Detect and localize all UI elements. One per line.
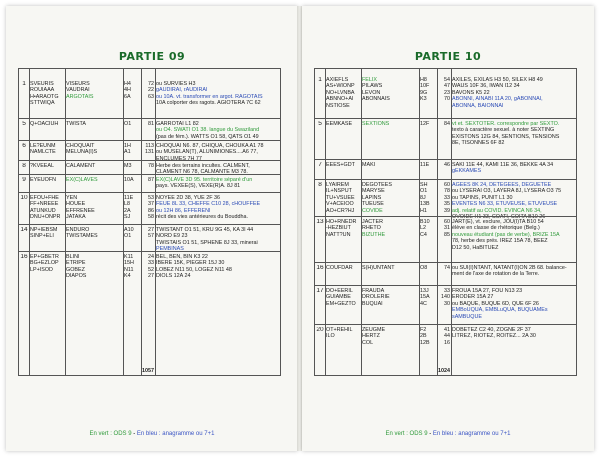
rack-letters: EFOU+FHE FF+NREEE ATUNKUD DNU+ONPR bbox=[30, 195, 61, 221]
alternatives-notes bbox=[156, 177, 281, 190]
alternative-note: récit des vies antérieures du Bouddha. bbox=[156, 214, 248, 221]
alternative-note: 78, herbe des prés. IREZ 15A 78, BEEZ bbox=[452, 238, 548, 245]
row-divider bbox=[315, 285, 576, 286]
solution-words bbox=[66, 81, 122, 100]
alternative-note: EMBoUQUA, EMBLuQUA, BUQUAMEs bbox=[452, 307, 548, 314]
rack-letters: OT+REHIL ILO bbox=[326, 327, 353, 340]
left-page bbox=[6, 6, 298, 451]
word: YEN bbox=[66, 195, 78, 201]
word: VISEURS bbox=[66, 81, 90, 87]
rack-letters: NP+IEBSM SINP+ELI bbox=[30, 227, 58, 240]
board-coordinates: 1H A1 bbox=[124, 143, 131, 156]
rack-letters: ?KVEEAL bbox=[30, 163, 54, 169]
alternative-note: élève en classe de rhétorique (Belg.) bbox=[452, 225, 540, 232]
board-coordinates: M3 bbox=[124, 163, 132, 169]
word: ETRIPE bbox=[66, 260, 86, 267]
column-divider bbox=[155, 69, 156, 375]
word: JACTER bbox=[362, 219, 383, 225]
round-number: 10 bbox=[20, 195, 28, 201]
solution-words bbox=[66, 195, 122, 221]
round-number: 16 bbox=[316, 265, 324, 271]
solution-words bbox=[362, 77, 418, 103]
alternative-note: EXISTONS 12G 84, SENTIONS, TENSIONS bbox=[452, 133, 560, 140]
solution-words bbox=[362, 182, 418, 214]
alternative-note: FROUA 15A 27, FOU N13 23 bbox=[452, 288, 523, 294]
alternative-note: EVENTES N6 33, ETUVEUSE, ETUVEUSE bbox=[452, 201, 558, 208]
rack-letters: Q+OACIUH bbox=[30, 121, 59, 127]
board-coordinates: O8 bbox=[420, 265, 428, 271]
word: BIZUTHE bbox=[362, 231, 386, 238]
alternative-note: ou MUSELAN(T), ALUNIMIONES....A6 77, bbox=[156, 149, 258, 156]
round-number: 16 bbox=[20, 254, 28, 260]
alternative-note: ou SUI(I)NTANT, NATANT(I)ON 2B 68. balance- bbox=[452, 265, 567, 271]
rack-letters: COUFDAR bbox=[326, 265, 353, 271]
alternative-note: adj. relatif au COVID. EVINCA N6 34, bbox=[452, 207, 542, 214]
board-coordinates: 11E L8 2A SJ bbox=[124, 195, 134, 221]
board-coordinates: 11E bbox=[420, 162, 430, 168]
alternative-note: vt et. SEXTOTER. correspondre par SEXTO. bbox=[452, 121, 560, 127]
board-coordinates: B10 L2 C4 bbox=[420, 219, 430, 238]
alternative-note: ou SURVIES H3 bbox=[156, 81, 196, 87]
word: MELUNA(I)S bbox=[66, 149, 98, 156]
solution-words bbox=[66, 163, 122, 169]
right-footer-legend bbox=[302, 431, 594, 437]
word: HOUEE bbox=[66, 201, 86, 208]
alternative-note: ou TAPINS, PUNIT L1 30 bbox=[452, 194, 513, 201]
alternative-note: OVOIDE H1 33, COATI, COITA B10 26 bbox=[452, 214, 546, 221]
round-number: 5 bbox=[318, 121, 322, 127]
alternative-note: 8E, TISONNES 6F 82 bbox=[452, 140, 505, 147]
alternative-note: WAUS 10F 36, IWAN I12 34 bbox=[452, 83, 520, 90]
word-points: 72 22 63 bbox=[148, 81, 154, 100]
round-number: 17 bbox=[316, 288, 324, 294]
board-coordinates: 12F bbox=[420, 121, 430, 127]
column-divider bbox=[29, 69, 30, 375]
board-coordinates: 10A bbox=[124, 177, 134, 183]
alternative-note: ou 12H 86, EFFERENI bbox=[156, 207, 211, 214]
word: HERTZ bbox=[362, 333, 380, 340]
word: PILAWS bbox=[362, 83, 383, 90]
word-points: 24 33 52 27 bbox=[148, 254, 154, 280]
board-coordinates: H8 10F 9G K3 bbox=[420, 77, 430, 103]
word: EX(C)LAVES bbox=[66, 177, 98, 183]
row-divider bbox=[19, 160, 280, 161]
legend-blue: En bleu : anagramme ou 7+1 bbox=[432, 431, 511, 437]
alternatives-notes bbox=[452, 288, 577, 320]
solution-words bbox=[362, 219, 418, 238]
alternatives-notes bbox=[156, 254, 281, 280]
alternative-note: gAUDIRAI, rAUDIRAI bbox=[156, 87, 208, 94]
word: CHOQUAIT bbox=[66, 143, 95, 149]
rack-letters: LYAIREM IL+NSPUT TU+VSUEE V+ACEIOO AO+CR?HJ bbox=[326, 182, 355, 214]
row-divider bbox=[19, 118, 280, 119]
row-divider bbox=[315, 324, 576, 325]
round-number: 8 bbox=[318, 182, 322, 188]
alternatives-notes bbox=[452, 327, 577, 340]
alternative-note: ENCLUMES 7H 77 bbox=[156, 155, 202, 162]
alternative-note: TWISTANT O1 51, KRU 9G 45, KA 3I 44 bbox=[156, 227, 254, 233]
alternatives-notes bbox=[452, 77, 577, 109]
total-score: 1057 bbox=[142, 367, 154, 374]
solution-words bbox=[362, 288, 418, 307]
alternative-note: (pas de fém.). WATTS O1 58, QATS O1 49 bbox=[156, 133, 259, 140]
alternative-note: AGEES 8K 24, DETEGEES, DEGUETEE bbox=[452, 182, 552, 188]
alternative-note: AXILES, EXILAS H3 50, SILEX H8 49 bbox=[452, 77, 543, 83]
word: ARGOTAIS bbox=[66, 93, 94, 100]
alternatives-notes bbox=[156, 81, 281, 107]
board-coordinates: K11 15H N11 K4 bbox=[124, 254, 134, 280]
word: S(H)UNTANT bbox=[362, 265, 395, 271]
row-divider bbox=[315, 159, 576, 160]
solution-words bbox=[362, 327, 418, 346]
column-divider bbox=[141, 69, 142, 375]
word: EFFRENEE bbox=[66, 207, 95, 214]
alternative-note: LITREZ, RIOTEZ, ROITEZ... 2A 30 bbox=[452, 333, 536, 340]
word: ENDURO bbox=[66, 227, 90, 233]
board-coordinates: H4 4H 6A bbox=[124, 81, 131, 100]
legend-green: En vert : ODS 9 bbox=[385, 431, 428, 437]
round-number: 9 bbox=[22, 177, 26, 183]
solution-words bbox=[362, 162, 418, 168]
word-points: 74 bbox=[444, 265, 450, 271]
word: TWISTA bbox=[66, 121, 86, 127]
legend-separator: - bbox=[427, 431, 433, 437]
alternative-note: ABONNI, AINABI 11A 20, gABONNAI, bbox=[452, 96, 543, 103]
alternatives-notes bbox=[156, 195, 281, 221]
alternatives-notes bbox=[452, 121, 577, 147]
round-number: 7 bbox=[318, 162, 322, 168]
word-points: 54 47 23 70 bbox=[444, 77, 450, 103]
alternative-note: IBERE 15K, PIEGER 15J 30 bbox=[156, 260, 225, 267]
row-divider bbox=[315, 118, 576, 119]
alternative-note: PEMBINAS bbox=[156, 246, 184, 253]
word: DIAPOS bbox=[66, 273, 87, 280]
row-divider bbox=[19, 140, 280, 141]
word: ZEUGME bbox=[362, 327, 386, 333]
row-divider bbox=[19, 174, 280, 175]
word: GOBEZ bbox=[66, 266, 85, 273]
alternatives-notes bbox=[452, 219, 577, 251]
word: MARYSE bbox=[362, 188, 385, 195]
solution-words bbox=[66, 177, 122, 183]
word: LEVON bbox=[362, 89, 381, 96]
alternatives-notes bbox=[156, 121, 281, 140]
rack-letters: LE?EUNM NAMLCTE bbox=[30, 143, 56, 156]
word-points: 41 44 16 bbox=[444, 327, 450, 346]
rack-letters: DO+EERIL GUIAMBE EM+GEZTO bbox=[326, 288, 356, 307]
word: VAUDRAI bbox=[66, 87, 90, 94]
column-divider bbox=[65, 69, 66, 375]
solution-words bbox=[362, 265, 418, 271]
round-number: 14 bbox=[20, 227, 28, 233]
alternative-note: D12 50, HaBITUEZ bbox=[452, 244, 499, 251]
rack-letters: EEES+GDT bbox=[326, 162, 355, 168]
right-table bbox=[314, 68, 577, 376]
alternative-note: SAKI 11E 44, KAMI 11E 36, BEKKE 4A 34 bbox=[452, 162, 554, 168]
word-points: 33 140 30 bbox=[441, 288, 450, 307]
alternative-note: ou LYSERAI O3, LAYERA 8J, LYSERA O3 75 bbox=[452, 188, 562, 195]
word: TUEUSE bbox=[362, 201, 384, 208]
alternative-note: LOBEZ N11 50, LOGEZ N11 48 bbox=[156, 266, 232, 273]
word: CALAMENT bbox=[66, 163, 96, 169]
row-divider bbox=[315, 179, 576, 180]
word-points: 81 bbox=[148, 121, 154, 127]
word-points: 113 131 bbox=[145, 143, 154, 156]
round-number: 1 bbox=[22, 81, 26, 87]
alternative-note: nouveau étudiant (pas de verbe), BRIZE 15A bbox=[452, 231, 560, 238]
word: SEXTIONS bbox=[362, 121, 390, 127]
alternative-note: ou 10A. vt. transformer en argot. RAGOTAIS bbox=[156, 93, 263, 100]
alternatives-notes bbox=[452, 162, 577, 175]
right-page bbox=[302, 6, 594, 451]
rack-letters: SVEURIS ROUIAAA H•ARAOTG STTWIQA bbox=[30, 81, 59, 107]
board-coordinates: A10 O1 bbox=[124, 227, 134, 240]
alternative-note: ment de l'axe de rotation de la Terre. bbox=[452, 271, 540, 278]
board-coordinates: SH O1 8J 13B H1 bbox=[420, 182, 430, 214]
alternative-note: NORD E9 23 bbox=[156, 233, 188, 240]
word-points: 60 31 85 bbox=[444, 219, 450, 238]
word: FRAUDA bbox=[362, 288, 385, 294]
alternative-note: FEUE 8L 33, CHEFFE C10 28, cHOUFFEE bbox=[156, 201, 261, 208]
word-points: 87 bbox=[148, 177, 154, 183]
solution-words bbox=[66, 143, 122, 156]
board-coordinates: F2 2B 12B bbox=[420, 327, 430, 346]
alternatives-notes bbox=[156, 227, 281, 253]
alternative-note: EX(C)LAVE 3D 95. territoire séparé d'un bbox=[156, 177, 253, 183]
board-coordinates: O1 bbox=[124, 121, 132, 127]
word-points: 27 57 bbox=[148, 227, 154, 240]
alternative-note: DIOLS 12A 24 bbox=[156, 273, 191, 280]
right-page-title: PARTIE 10 bbox=[414, 50, 482, 63]
word: LAPINS bbox=[362, 194, 382, 201]
round-number: 1 bbox=[318, 77, 322, 83]
word: DROLERIE bbox=[362, 294, 390, 301]
alternative-note: NOYEE 2D 38, YUE 2F 36 bbox=[156, 195, 221, 201]
word: COL bbox=[362, 339, 374, 346]
alternative-note: ERODER 15A 27 bbox=[452, 294, 494, 301]
alternative-note: CHOQUAI N6. 87, CHIQUA, CHOUKA A1 78 bbox=[156, 143, 264, 149]
word: ABONNAIS bbox=[362, 96, 390, 103]
alternative-note: Herbe des terrains incultes. CALMENT, bbox=[156, 163, 250, 169]
word-points: 60 78 33 35 39 bbox=[444, 182, 450, 214]
total-score: 1024 bbox=[438, 367, 450, 374]
legend-separator: - bbox=[131, 431, 137, 437]
alternative-note: sAMBUQUE bbox=[452, 313, 482, 320]
round-number: 5 bbox=[22, 121, 26, 127]
alternative-note: texto à caractère sexuel. à noter SEXTING bbox=[452, 127, 555, 134]
row-divider bbox=[19, 251, 280, 252]
word: JATAKA bbox=[66, 214, 86, 221]
word-points: 78 bbox=[148, 163, 154, 169]
word: RHETO bbox=[362, 225, 381, 232]
row-divider bbox=[19, 224, 280, 225]
word: MAKI bbox=[362, 162, 376, 168]
alternative-note: BAVONS K5 22 bbox=[452, 89, 490, 96]
alternative-note: 10A colporter des ragots. AGIOTERA 7C 62 bbox=[156, 100, 261, 107]
alternative-note: gEKKAMES bbox=[452, 168, 482, 175]
word-points: 46 bbox=[444, 162, 450, 168]
left-footer-legend bbox=[6, 431, 298, 437]
word: COVIDE bbox=[362, 207, 383, 214]
alternative-note: CLAMENT N6 78, CALMANTE M3 78. bbox=[156, 169, 248, 176]
rack-letters: EYEUOFN bbox=[30, 177, 57, 183]
solution-words bbox=[66, 121, 122, 127]
round-number: 20 bbox=[316, 327, 324, 333]
round-number: 6 bbox=[22, 143, 26, 149]
solution-words bbox=[66, 254, 122, 280]
board-coordinates: 13J 15A 4C bbox=[420, 288, 430, 307]
rack-letters: EEMKASE bbox=[326, 121, 353, 127]
solution-words bbox=[362, 121, 418, 127]
solution-words bbox=[66, 227, 122, 240]
column-divider bbox=[123, 69, 124, 375]
word-points: 53 37 86 58 bbox=[148, 195, 154, 221]
word: BUQUAI bbox=[362, 300, 383, 307]
alternative-note: BEL, BEN, BIN K3 22 bbox=[156, 254, 208, 260]
word-points: 84 bbox=[444, 121, 450, 127]
left-table bbox=[18, 68, 281, 376]
rack-letters: HO+RNEDR -HEZBIUT NATT?UN bbox=[326, 219, 357, 238]
left-page-title: PARTIE 09 bbox=[118, 50, 186, 63]
row-divider bbox=[315, 262, 576, 263]
alternative-note: pays. VEXEE(S), VEXE(R)A. 8J 81 bbox=[156, 183, 241, 190]
alternative-note: ou O4. SWATI O1 38. langue du Swaziland bbox=[156, 127, 260, 134]
legend-blue: En bleu : anagramme ou 7+1 bbox=[136, 431, 215, 437]
alternatives-notes bbox=[452, 265, 577, 278]
round-number: 13 bbox=[316, 219, 324, 225]
alternative-note: ou BAQUE, BUQUE 6D, QUE 6F 26 bbox=[452, 300, 539, 307]
word: FELIX bbox=[362, 77, 377, 83]
alternative-note: DOBETEZ C2 40, ZOGNE 2F 37 bbox=[452, 327, 531, 333]
alternative-note: ABONNA, BAIONNAI bbox=[452, 102, 504, 109]
rack-letters: EP+GBETR BG+EZLOP LP+ISOD bbox=[30, 254, 59, 273]
alternative-note: GARROTAI L1 82 bbox=[156, 121, 199, 127]
word: DEGOTEES bbox=[362, 182, 392, 188]
alternative-note: JART(E), vt. exclure, JOU(I)TA B10 54 bbox=[452, 219, 544, 225]
rack-letters: AXIEFLS AS+WIONP NO+LVNBA ABNNO+AI NSTIOSE bbox=[326, 77, 355, 109]
row-divider bbox=[315, 216, 576, 217]
alternatives-notes bbox=[452, 182, 577, 220]
word: TWISTAMES bbox=[66, 233, 98, 240]
round-number: 8 bbox=[22, 163, 26, 169]
legend-green: En vert : ODS 9 bbox=[89, 431, 132, 437]
word: BLINI bbox=[66, 254, 80, 260]
row-divider bbox=[19, 192, 280, 193]
alternative-note: TWISTAIS O1 51, SPHENE 8J 33, minerai bbox=[156, 239, 258, 246]
